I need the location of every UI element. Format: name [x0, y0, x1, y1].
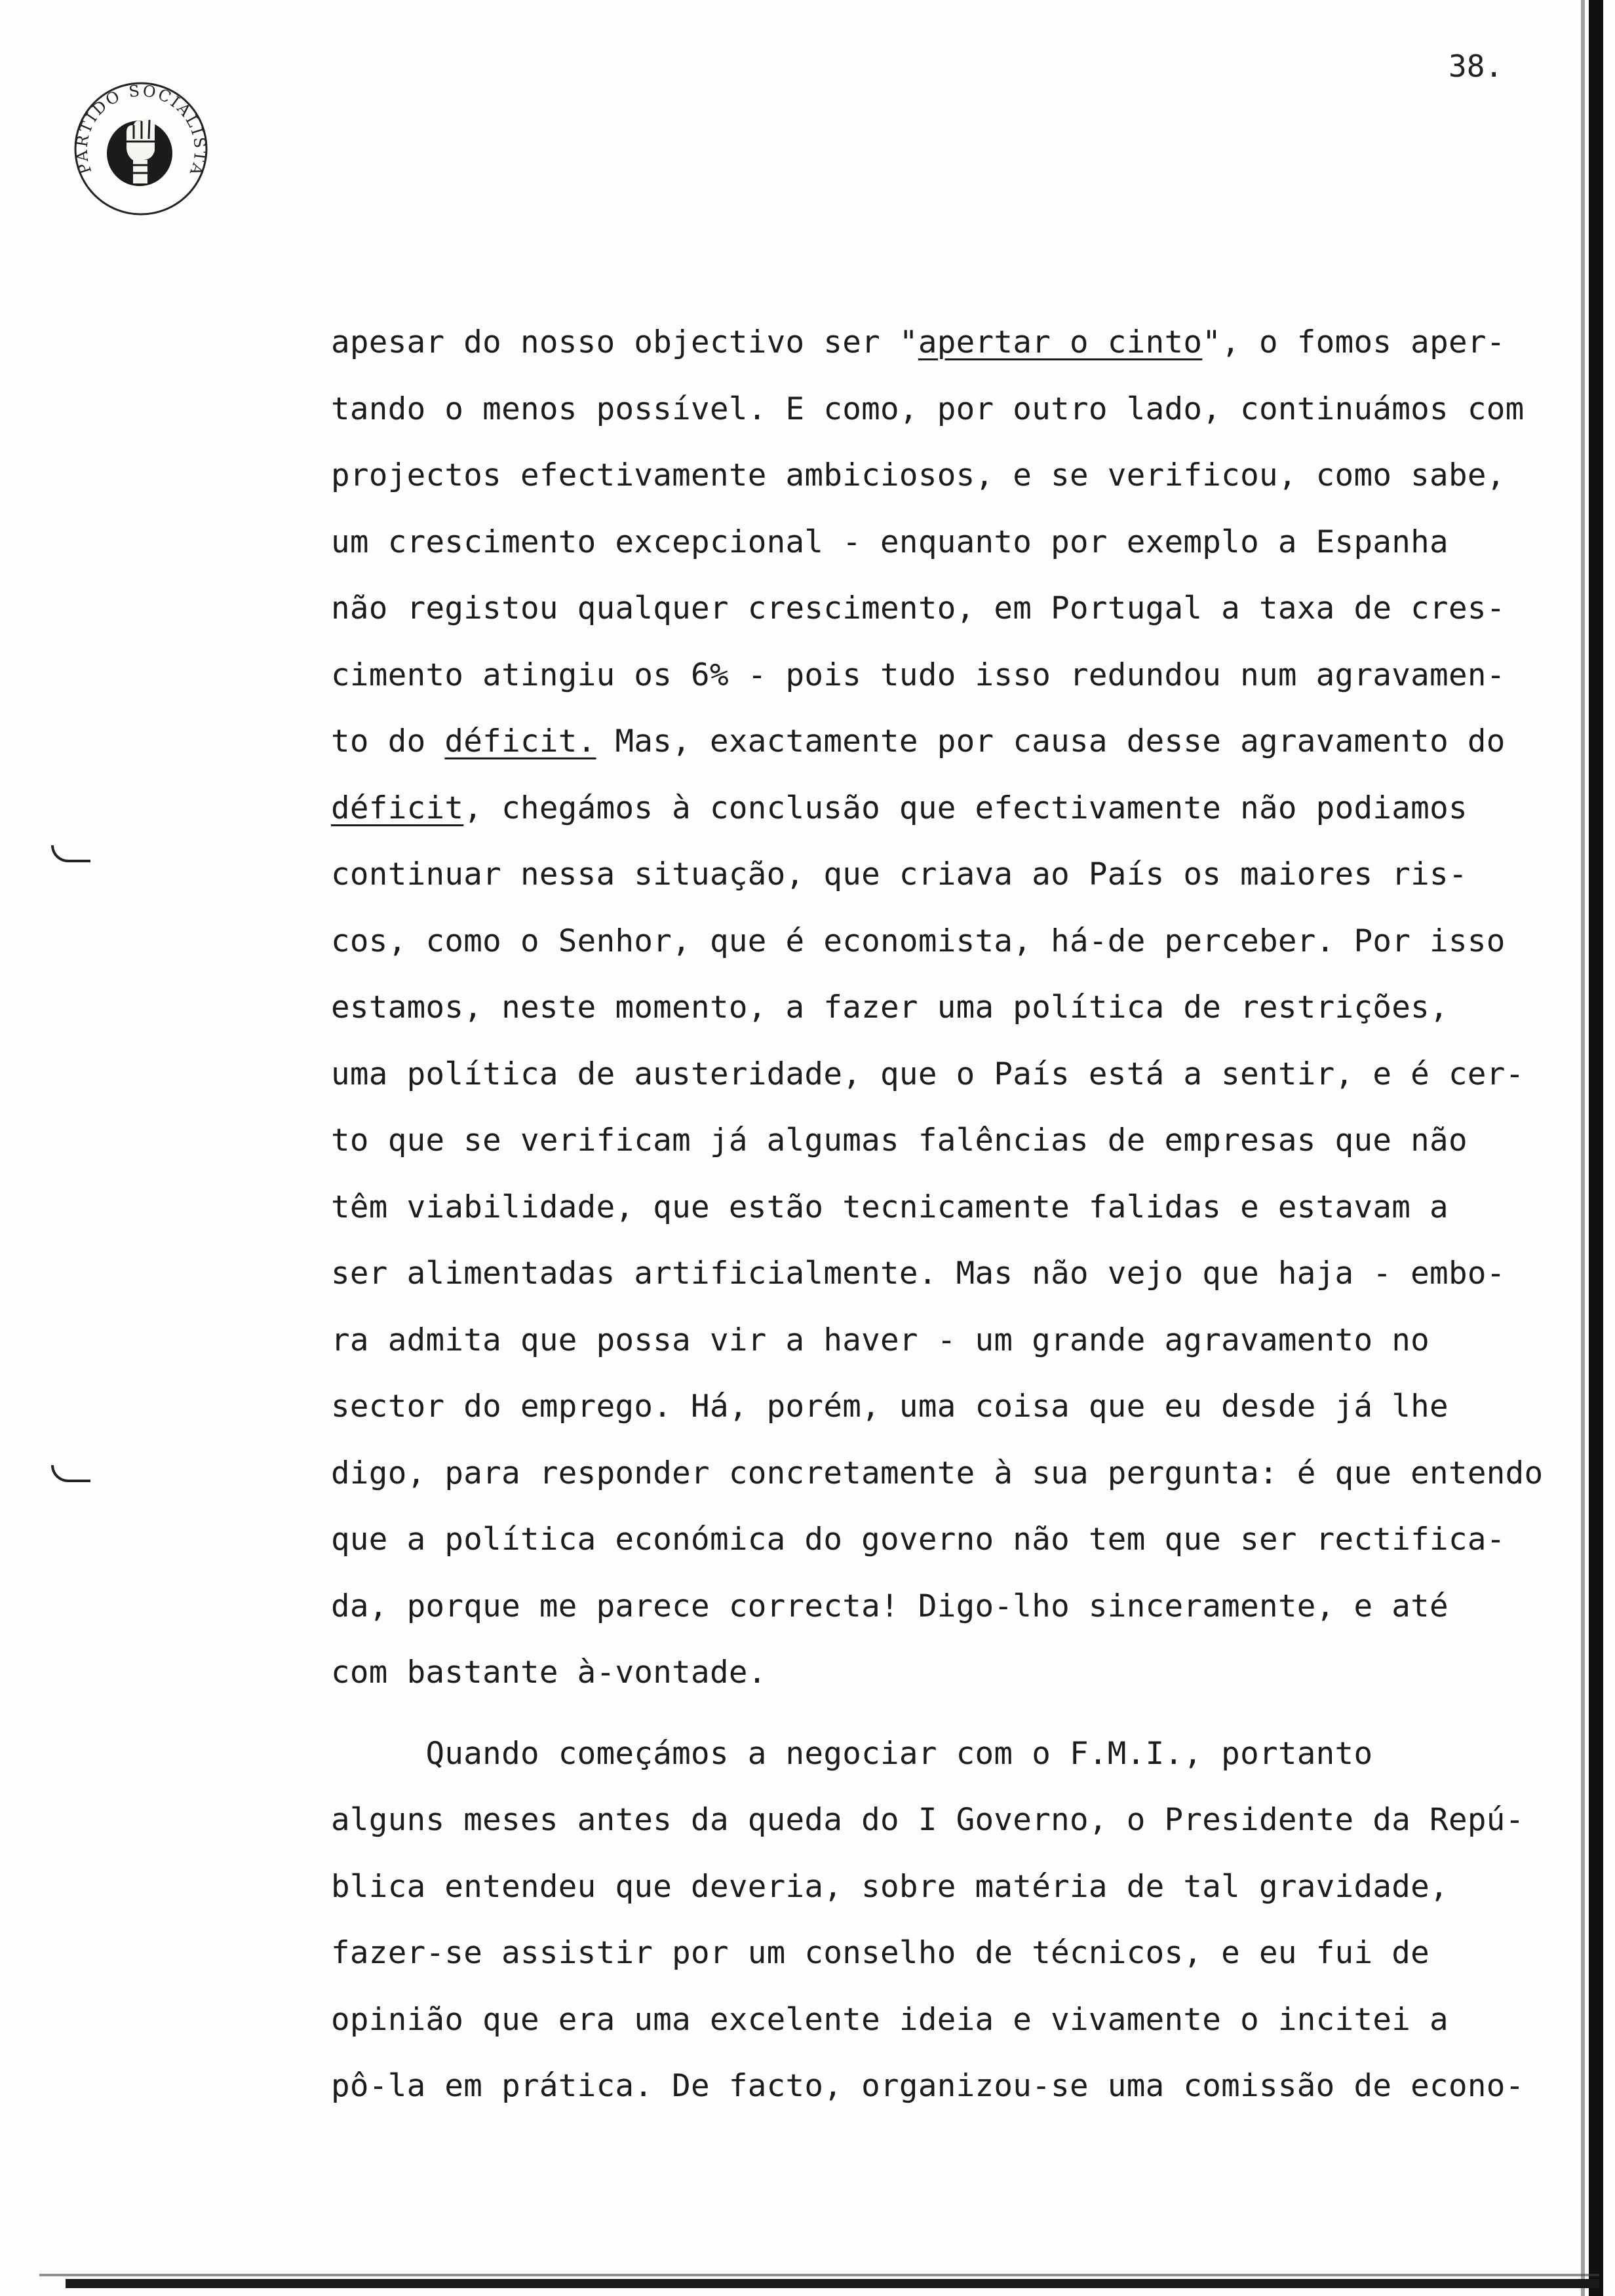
page-number: 38. — [1449, 48, 1504, 84]
underlined-text: déficit. — [444, 723, 596, 759]
text-line — [331, 309, 1576, 376]
text-line — [331, 1854, 1576, 1921]
text-line — [331, 974, 1576, 1041]
text-run: pô-la em prática. De facto, organizou-se uma comissão de econo- — [331, 2068, 1525, 2104]
document-body — [331, 309, 1576, 2120]
raised-fist-icon — [107, 119, 172, 186]
text-run: projectos efectivamente ambiciosos, e se verificou, como sabe, — [331, 457, 1506, 493]
text-run: da, porque me parece correcta! Digo-lho sinceramente, e até — [331, 1588, 1449, 1624]
text-line — [331, 1174, 1576, 1241]
text-run: fazer-se assistir por um conselho de técnicos, e eu fui de — [331, 1935, 1430, 1971]
text-run: um crescimento excepcional - enquanto por exemplo a Espanha — [331, 524, 1449, 560]
text-line — [331, 1041, 1576, 1108]
seal-text: PARTIDO SOCIALISTA — [72, 81, 210, 180]
text-run: ra admita que possa vir a haver - um grande agravamento no — [331, 1322, 1430, 1358]
text-line — [331, 908, 1576, 975]
text-run: ", o fomos aper- — [1202, 324, 1506, 360]
text-run: apesar do nosso objectivo ser " — [331, 324, 918, 360]
text-run: digo, para responder concretamente à sua pergunta: é que entendo — [331, 1455, 1544, 1491]
text-run: cos, como o Senhor, que é economista, há-de perceber. Por isso — [331, 923, 1506, 959]
text-line — [331, 1307, 1576, 1374]
scan-edge-right — [1589, 0, 1603, 2296]
text-line — [331, 1373, 1576, 1440]
text-run: estamos, neste momento, a fazer uma política de restrições, — [331, 989, 1449, 1025]
text-run: alguns meses antes da queda do I Governo, o Presidente da Repú- — [331, 1802, 1525, 1838]
text-line — [331, 509, 1576, 576]
text-run: blica entendeu que deveria, sobre matéria de tal gravidade, — [331, 1868, 1449, 1905]
text-run: to que se verificam já algumas falências de empresas que não — [331, 1122, 1468, 1158]
text-run: sector do emprego. Há, porém, uma coisa que eu desde já lhe — [331, 1388, 1449, 1425]
text-line — [331, 775, 1576, 842]
text-run: Quando começámos a negociar com o F.M.I., portanto — [331, 1735, 1373, 1772]
text-line — [331, 1920, 1576, 1987]
text-run: continuar nessa situação, que criava ao País os maiores ris- — [331, 856, 1468, 892]
text-line — [331, 1506, 1576, 1573]
text-run: uma política de austeridade, que o País está a sentir, e é cer- — [331, 1056, 1525, 1092]
text-line — [331, 708, 1576, 775]
underlined-text: déficit — [331, 790, 464, 826]
text-line — [331, 1721, 1576, 1788]
text-line — [331, 1573, 1576, 1640]
text-run: Mas, exactamente por causa desse agravamento do — [596, 723, 1506, 759]
text-line — [331, 442, 1576, 509]
text-line — [331, 1440, 1576, 1507]
text-line — [331, 1107, 1576, 1174]
text-run: to do — [331, 723, 445, 759]
paragraph-gap — [331, 1706, 1576, 1721]
text-line — [331, 1639, 1576, 1706]
paragraph — [331, 1721, 1576, 2120]
text-run: com bastante à-vontade. — [331, 1655, 767, 1691]
text-line — [331, 1240, 1576, 1307]
text-run: ser alimentadas artificialmente. Mas não vejo que haja - embo- — [331, 1255, 1506, 1292]
text-line — [331, 841, 1576, 908]
text-run: cimento atingiu os 6% - pois tudo isso redundou num agravamen- — [331, 657, 1506, 693]
text-run: que a política económica do governo não tem que ser rectifica- — [331, 1521, 1506, 1558]
text-run: têm viabilidade, que estão tecnicamente falidas e estavam a — [331, 1189, 1449, 1225]
text-line — [331, 1787, 1576, 1854]
text-line — [331, 376, 1576, 443]
text-line — [331, 1987, 1576, 2054]
margin-mark — [51, 845, 90, 862]
text-line — [331, 575, 1576, 642]
text-run: não registou qualquer crescimento, em Portugal a taxa de cres- — [331, 590, 1506, 626]
party-seal-logo — [66, 73, 216, 224]
scan-shadow-right — [1581, 0, 1585, 2296]
paragraph — [331, 309, 1576, 1706]
scan-shadow-bottom — [39, 2274, 1599, 2276]
text-run: , chegámos à conclusão que efectivamente não podiamos — [463, 790, 1468, 826]
text-line — [331, 642, 1576, 709]
underlined-text: apertar o cinto — [918, 324, 1203, 360]
text-run: opinião que era uma excelente ideia e vivamente o incitei a — [331, 2001, 1449, 2038]
text-run: tando o menos possível. E como, por outro lado, continuámos com — [331, 391, 1525, 427]
margin-mark — [51, 1465, 90, 1482]
text-line — [331, 2053, 1576, 2120]
scan-edge-bottom — [66, 2279, 1599, 2288]
